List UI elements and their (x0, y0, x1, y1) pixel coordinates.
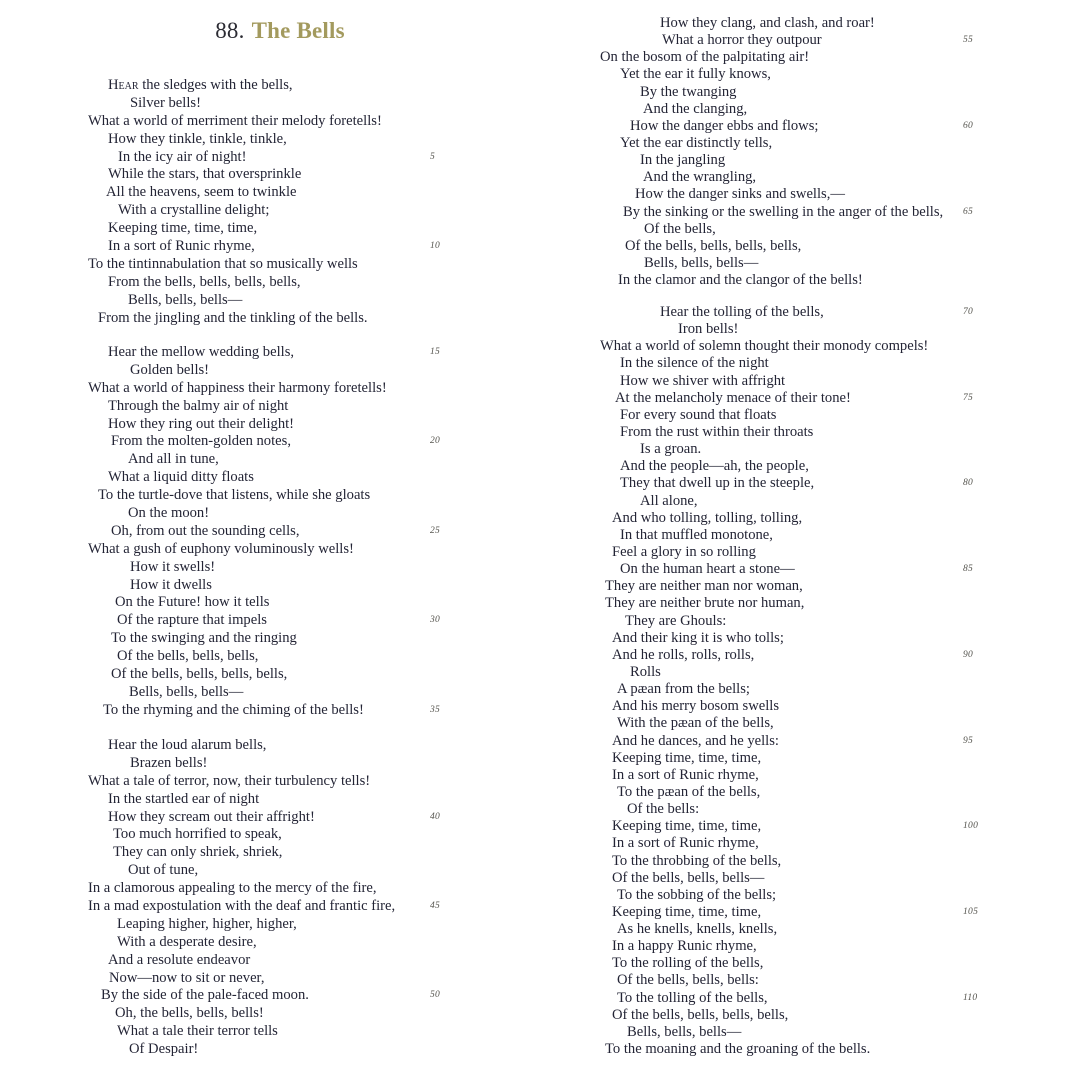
line-number: 20 (430, 436, 441, 447)
poem-line: How it swells! (130, 558, 216, 575)
line-number: 65 (963, 206, 974, 217)
poem-line: Of the bells, bells, bells, bells, (612, 1006, 789, 1023)
poem-line: What a liquid ditty floats (108, 469, 254, 486)
poem-line: What a horror they outpour 55 (662, 32, 974, 49)
poem-line: On the human heart a stone— 85 (620, 561, 974, 578)
poem-line: To the tintinnabulation that so musically wells (88, 255, 358, 272)
poem-line: Hear the tolling of the bells, 70 (660, 304, 974, 320)
poem-line: And their king it is who tolls; (612, 629, 784, 646)
poem-line: By the side of the pale-faced moon. 50 (101, 987, 441, 1004)
poem-line: To the tolling of the bells, 110 (617, 989, 978, 1006)
poem-line: Keeping time, time, time, 105 (612, 903, 979, 920)
poem-line: Hear the mellow wedding bells, 15 (108, 344, 441, 360)
poem-line: To the rolling of the bells, (612, 955, 764, 972)
poem-line: In a mad expostulation with the deaf and frantic fire, 45 (88, 898, 441, 915)
page-title (60, 18, 500, 44)
poem-line: They that dwell up in the steeple, 80 (620, 475, 974, 492)
small-caps-word: Hear (108, 77, 139, 93)
poem-line: Keeping time, time, time, (108, 220, 258, 237)
poem-line: And he rolls, rolls, rolls, 90 (612, 646, 974, 663)
poem-line: From the rust within their throats (620, 423, 814, 440)
poem-line: Feel a glory in so rolling (612, 543, 756, 560)
poem-line: They are neither brute nor human, (605, 595, 805, 612)
poem-line: And he dances, and he yells: 95 (612, 732, 974, 749)
poem-line: Of the bells, bells, bells: (617, 972, 759, 989)
poem-line: Through the balmy air of night (108, 397, 289, 414)
poem-line: Of the bells, bells, bells, bells, (111, 666, 288, 683)
stanza (600, 15, 1070, 289)
poem-line: And his merry bosom swells (612, 698, 780, 715)
line-number: 35 (430, 704, 441, 715)
poem-line: In a sort of Runic rhyme, (612, 835, 759, 852)
line-number: 105 (963, 906, 979, 917)
poem-line: In the clamor and the clangor of the bells! (618, 272, 863, 289)
poem-line: Keeping time, time, time, (612, 749, 762, 766)
poem-line: Hear the sledges with the bells, (108, 77, 293, 93)
poem-line: By the sinking or the swelling in the anger of the bells, 65 (623, 203, 974, 220)
line-number: 100 (963, 821, 979, 832)
poem-line: All the heavens, seem to twinkle (106, 184, 297, 201)
stanza (600, 304, 1070, 1058)
poem-line: Out of tune, (128, 862, 199, 879)
poem-line: They are Ghouls: (625, 612, 727, 629)
poem-line: In the jangling (640, 152, 726, 169)
poem-number: 88. (215, 18, 245, 43)
poem-line: And the clanging, (643, 100, 748, 117)
poem-line: Of the bells: (627, 801, 700, 818)
poem-line: And a resolute endeavor (108, 951, 251, 968)
stanza (88, 77, 558, 327)
poem-line: Of the bells, bells, bells— (612, 869, 765, 886)
poem-line: Golden bells! (130, 361, 210, 378)
poem-line: Bells, bells, bells— (627, 1023, 742, 1040)
poem-line: In a sort of Runic rhyme, (612, 766, 759, 783)
poem-line: In the silence of the night (620, 355, 769, 372)
poem-line: What a world of merriment their melody foretells! (88, 112, 382, 129)
poem-line: With a crystalline delight; (118, 202, 270, 219)
poem-line: Keeping time, time, time, 100 (612, 818, 979, 835)
line-number: 75 (963, 392, 974, 403)
poem-line: In the icy air of night! 5 (118, 148, 436, 165)
poem-line: To the pæan of the bells, (617, 783, 761, 800)
poem-line: From the molten-golden notes, 20 (111, 433, 441, 450)
poem-line: Of the bells, bells, bells, bells, (625, 237, 802, 254)
poem-line: Yet the ear distinctly tells, (620, 134, 773, 151)
poem-line: For every sound that floats (620, 406, 777, 423)
line-number: 50 (430, 990, 441, 1001)
poem-line: To the throbbing of the bells, (612, 852, 782, 869)
poem-line: Bells, bells, bells— (129, 683, 244, 700)
poem-line: Oh, from out the sounding cells, 25 (111, 522, 441, 539)
line-number: 85 (963, 564, 974, 575)
poem-line: In the startled ear of night (108, 790, 260, 807)
poem-line: How we shiver with affright (620, 372, 786, 389)
poem-line: Rolls (630, 663, 661, 680)
line-number: 90 (963, 649, 974, 660)
poem-line: Iron bells! (678, 321, 739, 338)
stanza (88, 737, 558, 1059)
poem-line: By the twanging (640, 83, 737, 100)
line-number: 60 (963, 120, 974, 131)
poem-line: Now—now to sit or never, (109, 969, 265, 986)
poem-line: Oh, the bells, bells, bells! (115, 1005, 264, 1022)
poem-line: And the wrangling, (643, 169, 757, 186)
line-number: 95 (963, 735, 974, 746)
poem-line: To the sobbing of the bells; (617, 886, 777, 903)
poem-line: Hear the loud alarum bells, (108, 737, 267, 753)
poem-line: On the moon! (128, 505, 210, 522)
poem-line: As he knells, knells, knells, (617, 921, 778, 938)
poem-line: From the bells, bells, bells, bells, (108, 273, 301, 290)
line-number: 45 (430, 901, 441, 912)
poem-line: What a gush of euphony voluminously wells! (88, 540, 354, 557)
line-number: 70 (963, 307, 974, 317)
poem-line: With the pæan of the bells, (617, 715, 774, 732)
poem-title-text: The Bells (251, 18, 345, 43)
poem-line: Of the bells, (644, 220, 716, 237)
line-number: 30 (430, 615, 441, 626)
stanza (88, 344, 558, 720)
poem-line: Of the bells, bells, bells, (117, 648, 259, 665)
poem-line: How it dwells (130, 576, 212, 593)
poem-line: Bells, bells, bells— (128, 291, 243, 308)
line-number: 10 (430, 241, 441, 252)
poem-line: To the turtle-dove that listens, while she gloats (98, 487, 371, 504)
poem-line: With a desperate desire, (117, 933, 257, 950)
poem-line: From the jingling and the tinkling of the bells. (98, 309, 368, 326)
poem-line: How the danger sinks and swells,— (635, 186, 845, 203)
poem-line: While the stars, that oversprinkle (108, 166, 302, 183)
poem-line: Is a groan. (640, 441, 702, 458)
poem-line: How they scream out their affright! 40 (108, 808, 441, 825)
poem-line: A pæan from the bells; (617, 681, 750, 698)
poem-line: And all in tune, (128, 451, 219, 468)
poem-line: Leaping higher, higher, higher, (117, 915, 297, 932)
poem-line: Bells, bells, bells— (644, 254, 759, 271)
line-number: 40 (430, 811, 441, 822)
line-number: 110 (963, 992, 978, 1003)
line-number: 25 (430, 525, 441, 536)
poem-line: Of the rapture that impels 30 (117, 612, 441, 629)
poem-line: Of Despair! (129, 1041, 199, 1058)
poem-line: Yet the ear it fully knows, (620, 66, 771, 83)
poem-line: At the melancholy menace of their tone! 75 (615, 389, 974, 406)
poem-line: Brazen bells! (130, 754, 208, 771)
poem-line: In a happy Runic rhyme, (612, 938, 757, 955)
poem-line: In a clamorous appealing to the mercy of the fire, (88, 880, 377, 897)
poem-line: On the bosom of the palpitating air! (600, 49, 810, 66)
poem-line: How they ring out their delight! (108, 415, 295, 432)
poem-line: How the danger ebbs and flows; 60 (630, 117, 974, 134)
poem-line: Silver bells! (130, 94, 201, 111)
poem-line: What a world of happiness their harmony foretells! (88, 379, 387, 396)
poem-line: They can only shriek, shriek, (113, 844, 283, 861)
poem-line: To the swinging and the ringing (111, 630, 297, 647)
poem-line: In that muffled monotone, (620, 526, 773, 543)
poem-line: What a world of solemn thought their monody compels! (600, 338, 929, 355)
poem-line: And the people—ah, the people, (620, 458, 809, 475)
poem-line: And who tolling, tolling, tolling, (612, 509, 803, 526)
line-number: 5 (430, 151, 436, 162)
line-number: 15 (430, 347, 441, 357)
poem-line: Too much horrified to speak, (113, 826, 282, 843)
poem-line: What a tale their terror tells (117, 1023, 278, 1040)
poem-line: They are neither man nor woman, (605, 578, 803, 595)
poem-line: In a sort of Runic rhyme, 10 (108, 238, 441, 255)
poem-line: On the Future! how it tells (115, 594, 270, 611)
poem-line: To the moaning and the groaning of the bells. (605, 1041, 871, 1058)
line-number: 80 (963, 478, 974, 489)
poem-line: What a tale of terror, now, their turbulency tells! (88, 772, 371, 789)
poem-line: How they clang, and clash, and roar! (660, 15, 875, 31)
line-number: 55 (963, 35, 974, 46)
poem-line: To the rhyming and the chiming of the bells! 35 (103, 701, 441, 718)
poem-line: How they tinkle, tinkle, tinkle, (108, 130, 287, 147)
poem-line: All alone, (640, 492, 698, 509)
